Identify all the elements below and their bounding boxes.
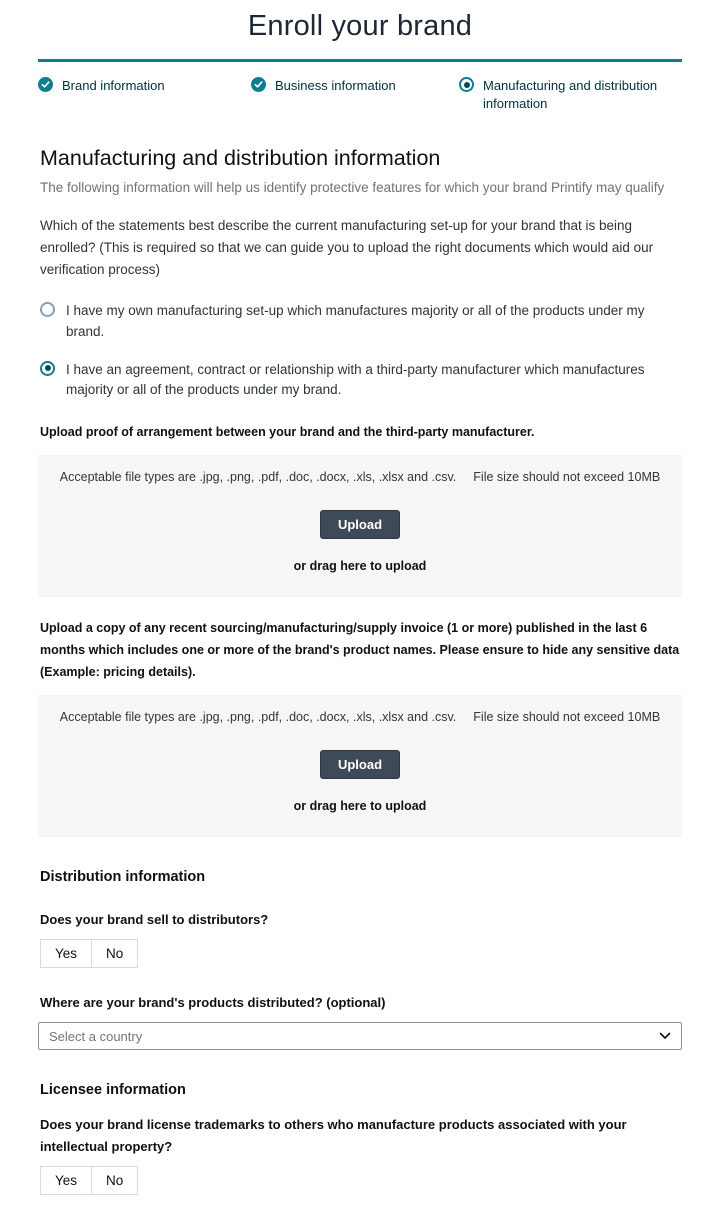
sell-to-distributors-question: Does your brand sell to distributors? <box>40 911 269 927</box>
radio-button[interactable] <box>40 302 55 317</box>
header-divider <box>38 59 682 62</box>
upload-proof-dropzone[interactable] <box>38 455 682 597</box>
upload-invoice-dropzone[interactable] <box>38 695 682 837</box>
step-brand-information[interactable] <box>38 76 251 112</box>
step-label: Manufacturing and distribution information <box>483 78 658 111</box>
step-business-information[interactable] <box>251 76 459 112</box>
country-select[interactable] <box>38 1022 682 1050</box>
file-size-limit: File size should not exceed 10MB <box>473 709 661 724</box>
license-trademarks-question: Does your brand license trademarks to others who manufacture products associated with your intellectual property? <box>40 1117 627 1155</box>
accepted-file-types: Acceptable file types are .jpg, .png, .pdf, .doc, .docx, .xls, .xlsx and .csv. <box>59 470 457 485</box>
radio-label: I have an agreement, contract or relationship with a third-party manufacturer which manufactures majority or all of the products under my brand. <box>66 361 645 398</box>
option-own-manufacturing[interactable] <box>40 301 682 343</box>
step-complete-check-icon <box>251 77 266 92</box>
upload-requirements <box>46 470 674 484</box>
upload-requirements <box>46 710 674 724</box>
option-third-party-manufacturer[interactable] <box>40 360 682 402</box>
where-distributed-question: Where are your brand's products distributed? (optional) <box>40 994 386 1010</box>
upload-proof-label: Upload proof of arrangement between your brand and the third-party manufacturer. <box>40 425 535 440</box>
yes-button[interactable]: Yes <box>41 940 91 967</box>
upload-invoice-button[interactable]: Upload <box>320 750 400 779</box>
manufacturing-setup-question: Which of the statements best describe the current manufacturing set-up for your brand that is being enrolled? (This is required so that we can guide you to upload the right documents which would aid our verification process) <box>40 218 654 277</box>
distribution-information-heading: Distribution information <box>40 868 206 885</box>
chevron-down-icon <box>659 1032 671 1040</box>
section-subheading: The following information will help us identify protective features for which your brand Printify may qualify <box>40 180 665 196</box>
upload-invoice-label: Upload a copy of any recent sourcing/manufacturing/supply invoice (1 or more) published in the last 6 months which includes one or more of the brand's product names. Please ensure to hide any sensitive data (Example: pricing details). <box>40 621 680 679</box>
licensee-information-heading: Licensee information <box>40 1082 186 1099</box>
step-complete-check-icon <box>38 77 53 92</box>
accepted-file-types: Acceptable file types are .jpg, .png, .pdf, .doc, .docx, .xls, .xlsx and .csv. <box>59 709 457 724</box>
page-title: Enroll your brand <box>247 10 473 42</box>
step-label: Brand information <box>62 78 165 93</box>
step-current-radio-icon <box>459 77 474 92</box>
drag-here-hint: or drag here to upload <box>293 798 427 813</box>
section-heading: Manufacturing and distribution information <box>40 146 441 171</box>
step-manufacturing-distribution[interactable] <box>459 76 682 112</box>
drag-here-hint: or drag here to upload <box>293 559 427 574</box>
sell-to-distributors-toggle <box>40 939 138 968</box>
radio-label: I have my own manufacturing set-up which manufactures majority or all of the products under my brand. <box>66 302 645 339</box>
no-button[interactable]: No <box>91 940 137 967</box>
radio-button[interactable] <box>40 361 55 376</box>
upload-proof-button[interactable]: Upload <box>320 510 400 539</box>
yes-button[interactable]: Yes <box>41 1167 91 1194</box>
no-button[interactable]: No <box>91 1167 137 1194</box>
file-size-limit: File size should not exceed 10MB <box>473 470 661 485</box>
progress-stepper <box>38 76 682 112</box>
select-placeholder: Select a country <box>49 1028 143 1044</box>
license-trademarks-toggle <box>40 1166 138 1195</box>
step-label: Business information <box>275 78 396 93</box>
